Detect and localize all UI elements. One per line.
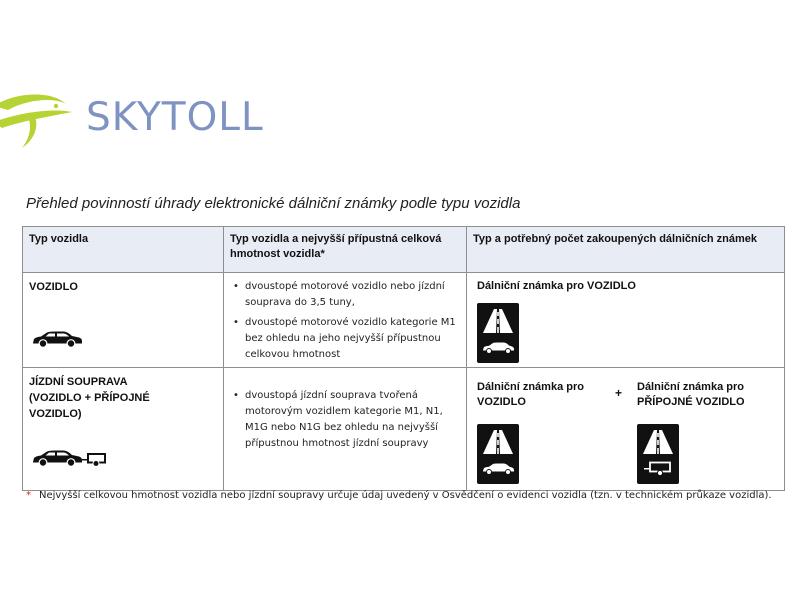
- bullet-text: dvoustopé motorové vozidlo kategorie M1 bez ohledu na jeho nejvyšší přípustnou celkovou hmotnost: [245, 317, 456, 360]
- logo-text: SKYTOLL: [86, 95, 264, 140]
- car-with-trailer-icon: [31, 448, 107, 468]
- footnote-marker: *: [26, 490, 31, 501]
- table-row: [23, 273, 785, 368]
- header-vehicle-type: Typ vozidla: [23, 227, 224, 273]
- table-header-row: [23, 227, 785, 273]
- vignette-label: Dálniční známka pro VOZIDLO: [477, 381, 584, 408]
- list-item: • dvoustopé motorové vozidlo nebo jízdní souprava do 3,5 tuny,: [233, 281, 445, 308]
- footnote-text: Nejvyšší celkovou hmotnost vozidla nebo jízdní soupravy určuje údaj uvedený v Osvědčení o evidenci vozidla (tzn. v technickém průkaze vozidla).: [39, 490, 772, 501]
- vignette-car-icon: [477, 424, 519, 484]
- vehicle-type-name: JÍZDNÍ SOUPRAVA (VOZIDLO + PŘÍPOJNÉ VOZIDLO): [29, 376, 150, 420]
- vignette-label: Dálniční známka pro VOZIDLO: [477, 280, 636, 292]
- vignette-cell: [467, 368, 785, 491]
- list-item: • dvoustopá jízdní souprava tvořená motorovým vozidlem kategorie M1, N1, M1G nebo N1G bez ohledu na nejvyšší přípustnou hmotnost jízdní soupravy: [233, 390, 443, 449]
- car-icon: [31, 329, 83, 349]
- plus-sign: +: [615, 386, 623, 400]
- vignette-label: Dálniční známka pro PŘÍPOJNÉ VOZIDLO: [637, 381, 745, 408]
- skytoll-logo: [0, 84, 290, 154]
- vehicle-type-name: VOZIDLO: [29, 281, 78, 293]
- weight-cell: [224, 273, 467, 368]
- table-row: [23, 368, 785, 491]
- vignette-car-icon: [477, 303, 519, 363]
- header-vignettes: Typ a potřebný počet zakoupených dálničních známek: [467, 227, 785, 273]
- list-item: • dvoustopé motorové vozidlo kategorie M1 bez ohledu na jeho nejvyšší přípustnou celkovou hmotnost: [233, 317, 456, 360]
- vignette-trailer-icon: [637, 424, 679, 484]
- vignette-cell: [467, 273, 785, 368]
- vignette-table: [22, 226, 785, 491]
- skytoll-swoosh-icon: [0, 84, 80, 154]
- weight-bullet-list: [232, 388, 460, 456]
- vehicle-type-cell: [23, 273, 224, 368]
- vehicle-type-cell: [23, 368, 224, 491]
- page-heading: Přehled povinností úhrady elektronické dálniční známky podle typu vozidla: [26, 195, 521, 212]
- header-weight: Typ vozidla a nejvyšší přípustná celková hmotnost vozidla*: [224, 227, 467, 273]
- weight-cell: [224, 368, 467, 491]
- footnote: [26, 490, 772, 501]
- bullet-text: dvoustopé motorové vozidlo nebo jízdní souprava do 3,5 tuny,: [245, 281, 445, 308]
- bullet-text: dvoustopá jízdní souprava tvořená motorovým vozidlem kategorie M1, N1, M1G nebo N1G bez ohledu na nejvyšší přípustnou hmotnost jízdní soupravy: [245, 390, 443, 449]
- weight-bullet-list: [232, 279, 460, 367]
